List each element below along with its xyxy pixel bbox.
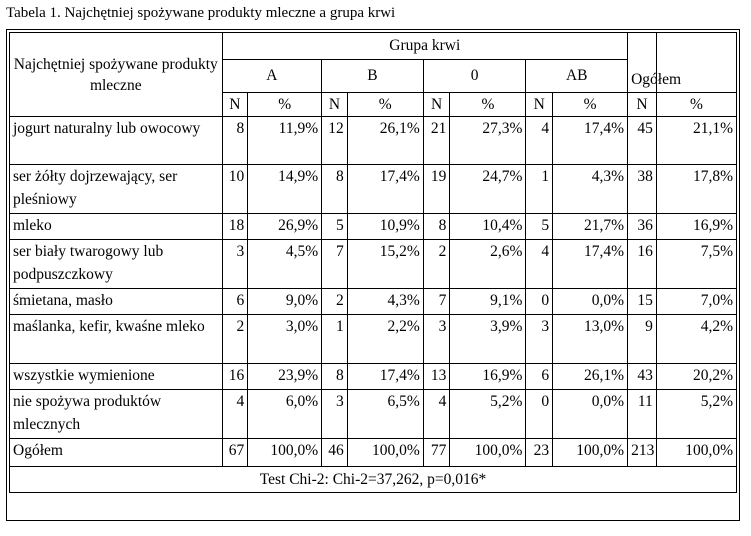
count-cell: 11 <box>628 390 657 439</box>
count-cell: 4 <box>526 117 553 165</box>
percent-cell: 3,0% <box>248 315 322 364</box>
count-cell: 1 <box>526 165 553 214</box>
percent-cell: 17,4% <box>553 117 628 165</box>
count-cell: 16 <box>628 240 657 289</box>
group-header-ab: AB <box>526 60 628 93</box>
percent-cell: 7,5% <box>656 240 736 289</box>
percent-cell: 26,9% <box>248 214 322 240</box>
table-row <box>10 240 737 289</box>
row-label: maślanka, kefir, kwaśne mleko <box>10 315 223 364</box>
group-header-zero: 0 <box>423 60 526 93</box>
count-cell: 19 <box>423 165 450 214</box>
count-cell: 1 <box>322 315 348 364</box>
table-row <box>10 439 737 467</box>
count-cell: 8 <box>322 364 348 390</box>
percent-cell: 6,5% <box>347 390 423 439</box>
count-cell: 2 <box>322 289 348 315</box>
count-cell: 8 <box>423 214 450 240</box>
count-cell: 46 <box>322 439 348 467</box>
count-cell: 6 <box>526 364 553 390</box>
percent-cell: 0,0% <box>553 390 628 439</box>
percent-column-header: % <box>553 93 628 117</box>
count-cell: 0 <box>526 289 553 315</box>
count-cell: 12 <box>322 117 348 165</box>
n-column-header: N <box>222 93 248 117</box>
percent-column-header: % <box>450 93 526 117</box>
percent-cell: 27,3% <box>450 117 526 165</box>
n-column-header: N <box>526 93 553 117</box>
group-header-a: A <box>222 60 322 93</box>
row-label: wszystkie wymienione <box>10 364 223 390</box>
percent-cell: 26,1% <box>347 117 423 165</box>
percent-cell: 21,7% <box>553 214 628 240</box>
percent-cell: 11,9% <box>248 117 322 165</box>
percent-cell: 100,0% <box>347 439 423 467</box>
count-cell: 213 <box>628 439 657 467</box>
count-cell: 16 <box>222 364 248 390</box>
percent-cell: 10,9% <box>347 214 423 240</box>
percent-cell: 4,3% <box>347 289 423 315</box>
percent-cell: 14,9% <box>248 165 322 214</box>
n-column-header: N <box>423 93 450 117</box>
percent-cell: 17,8% <box>656 165 736 214</box>
count-cell: 0 <box>526 390 553 439</box>
n-column-header: N <box>628 93 657 117</box>
percent-cell: 15,2% <box>347 240 423 289</box>
chi-square-footer: Test Chi-2: Chi-2=37,262, p=0,016* <box>10 467 737 493</box>
row-label: śmietana, masło <box>10 289 223 315</box>
n-column-header: N <box>322 93 348 117</box>
percent-cell: 17,4% <box>347 364 423 390</box>
percent-cell: 4,5% <box>248 240 322 289</box>
row-label: mleko <box>10 214 223 240</box>
count-cell: 18 <box>222 214 248 240</box>
percent-cell: 21,1% <box>656 117 736 165</box>
count-cell: 2 <box>423 240 450 289</box>
percent-cell: 26,1% <box>553 364 628 390</box>
percent-cell: 5,2% <box>450 390 526 439</box>
percent-cell: 4,2% <box>656 315 736 364</box>
percent-cell: 16,9% <box>656 214 736 240</box>
count-cell: 67 <box>222 439 248 467</box>
row-label: ser biały twarogowy lub podpuszczkowy <box>10 240 223 289</box>
table-row <box>10 390 737 439</box>
percent-cell: 0,0% <box>553 289 628 315</box>
count-cell: 6 <box>222 289 248 315</box>
row-label: nie spożywa produktów mlecznych <box>10 390 223 439</box>
count-cell: 3 <box>423 315 450 364</box>
percent-cell: 10,4% <box>450 214 526 240</box>
count-cell: 9 <box>628 315 657 364</box>
percent-column-header: % <box>248 93 322 117</box>
count-cell: 3 <box>322 390 348 439</box>
percent-cell: 17,4% <box>553 240 628 289</box>
count-cell: 3 <box>222 240 248 289</box>
percent-cell: 100,0% <box>450 439 526 467</box>
percent-cell: 3,9% <box>450 315 526 364</box>
group-header-b: B <box>322 60 424 93</box>
percent-cell: 2,2% <box>347 315 423 364</box>
percent-column-header: % <box>656 93 736 117</box>
count-cell: 8 <box>222 117 248 165</box>
count-cell: 13 <box>423 364 450 390</box>
count-cell: 10 <box>222 165 248 214</box>
total-header: Ogółem <box>628 33 657 93</box>
row-label: jogurt naturalny lub owocowy <box>10 117 223 165</box>
table-caption: Tabela 1. Najchętniej spożywane produkty mleczne a grupa krwi <box>6 5 396 21</box>
percent-cell: 13,0% <box>553 315 628 364</box>
percent-cell: 23,9% <box>248 364 322 390</box>
count-cell: 4 <box>526 240 553 289</box>
percent-cell: 7,0% <box>656 289 736 315</box>
table-frame <box>6 29 740 521</box>
count-cell: 36 <box>628 214 657 240</box>
row-label: ser żółty dojrzewający, ser pleśniowy <box>10 165 223 214</box>
count-cell: 15 <box>628 289 657 315</box>
count-cell: 3 <box>526 315 553 364</box>
row-label-header: Najchętniej spożywane produkty mleczne <box>10 33 223 117</box>
count-cell: 77 <box>423 439 450 467</box>
row-label: Ogółem <box>10 439 223 467</box>
percent-cell: 4,3% <box>553 165 628 214</box>
table-row <box>10 289 737 315</box>
count-cell: 4 <box>222 390 248 439</box>
count-cell: 45 <box>628 117 657 165</box>
results-table <box>9 32 737 493</box>
percent-cell: 16,9% <box>450 364 526 390</box>
count-cell: 21 <box>423 117 450 165</box>
percent-cell: 24,7% <box>450 165 526 214</box>
table-row <box>10 117 737 165</box>
table-row <box>10 315 737 364</box>
percent-cell: 2,6% <box>450 240 526 289</box>
percent-cell: 100,0% <box>553 439 628 467</box>
count-cell: 23 <box>526 439 553 467</box>
blood-group-header: Grupa krwi <box>222 33 628 60</box>
count-cell: 4 <box>423 390 450 439</box>
percent-cell: 9,0% <box>248 289 322 315</box>
count-cell: 8 <box>322 165 348 214</box>
percent-cell: 5,2% <box>656 390 736 439</box>
count-cell: 7 <box>423 289 450 315</box>
percent-cell: 20,2% <box>656 364 736 390</box>
table-row <box>10 165 737 214</box>
count-cell: 43 <box>628 364 657 390</box>
percent-cell: 100,0% <box>248 439 322 467</box>
count-cell: 5 <box>322 214 348 240</box>
percent-cell: 6,0% <box>248 390 322 439</box>
percent-cell: 100,0% <box>656 439 736 467</box>
percent-column-header: % <box>347 93 423 117</box>
percent-cell: 9,1% <box>450 289 526 315</box>
count-cell: 38 <box>628 165 657 214</box>
table-row <box>10 364 737 390</box>
count-cell: 2 <box>222 315 248 364</box>
table-row <box>10 214 737 240</box>
count-cell: 7 <box>322 240 348 289</box>
percent-cell: 17,4% <box>347 165 423 214</box>
count-cell: 5 <box>526 214 553 240</box>
